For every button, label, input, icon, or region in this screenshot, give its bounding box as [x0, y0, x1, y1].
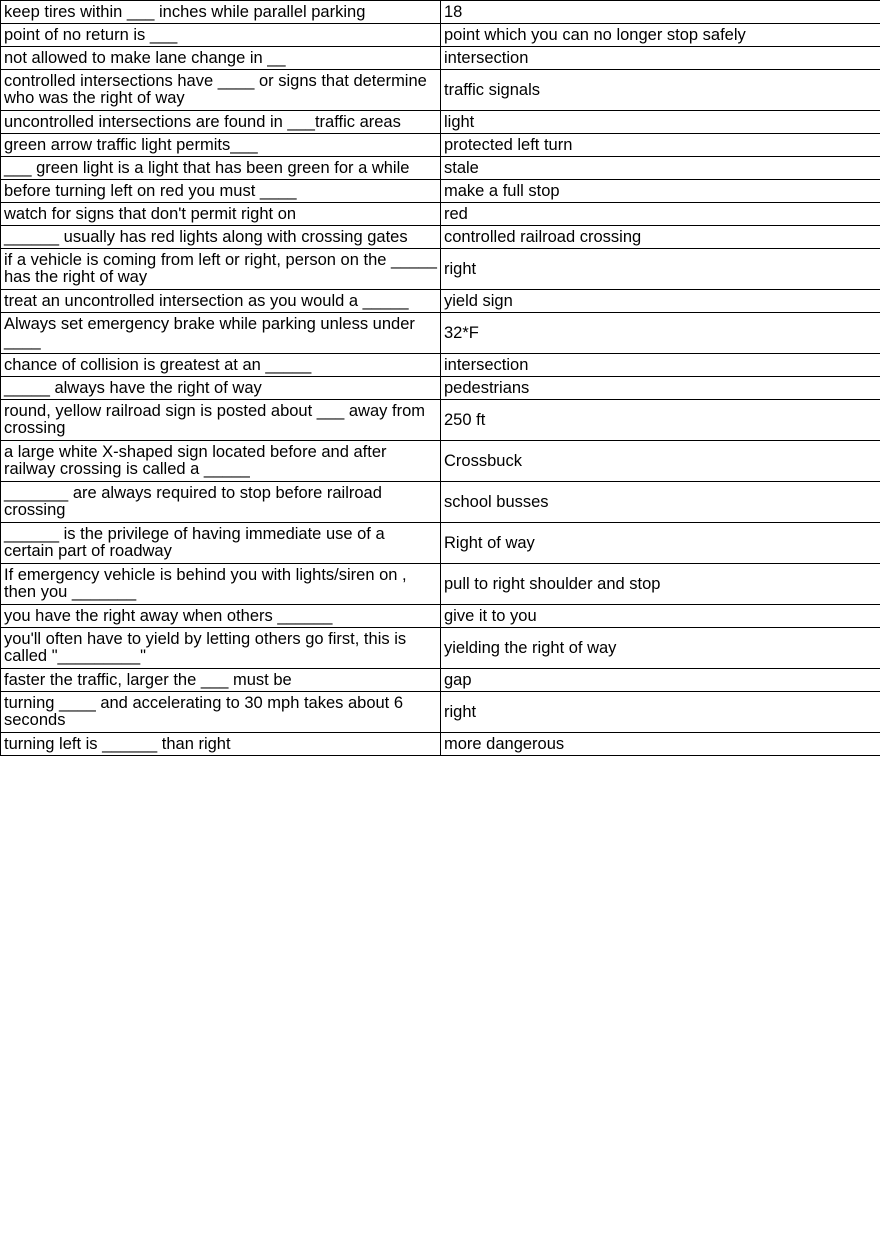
table-row [1, 1, 880, 24]
table-row [1, 290, 880, 313]
table-row [1, 180, 880, 203]
definition-cell: Right of way [441, 523, 880, 564]
table-row [1, 733, 880, 756]
term-cell: keep tires within ___ inches while parallel parking [1, 1, 441, 24]
table-row [1, 628, 880, 669]
term-cell: not allowed to make lane change in __ [1, 47, 441, 70]
definition-cell: 18 [441, 1, 880, 24]
table-row [1, 441, 880, 482]
definition-cell: red [441, 203, 880, 226]
definition-cell: stale [441, 157, 880, 180]
term-cell: green arrow traffic light permits___ [1, 134, 441, 157]
table-row [1, 134, 880, 157]
term-cell: you have the right away when others ______ [1, 605, 441, 628]
definition-cell: give it to you [441, 605, 880, 628]
table-row [1, 313, 880, 354]
table-row [1, 377, 880, 400]
table-row [1, 111, 880, 134]
term-cell: point of no return is ___ [1, 24, 441, 47]
term-cell: you'll often have to yield by letting others go first, this is called "_________" [1, 628, 441, 669]
table-row [1, 354, 880, 377]
table-row [1, 47, 880, 70]
definition-cell: right [441, 692, 880, 733]
term-cell: before turning left on red you must ____ [1, 180, 441, 203]
definition-cell: Crossbuck [441, 441, 880, 482]
term-cell: if a vehicle is coming from left or right, person on the _____ has the right of way [1, 249, 441, 290]
definition-cell: intersection [441, 354, 880, 377]
definition-cell: point which you can no longer stop safely [441, 24, 880, 47]
definition-cell: pedestrians [441, 377, 880, 400]
term-cell: Always set emergency brake while parking unless under ____ [1, 313, 441, 354]
term-cell: round, yellow railroad sign is posted about ___ away from crossing [1, 400, 441, 441]
definition-cell: make a full stop [441, 180, 880, 203]
term-cell: uncontrolled intersections are found in ___traffic areas [1, 111, 441, 134]
definition-cell: right [441, 249, 880, 290]
term-cell: ______ is the privilege of having immediate use of a certain part of roadway [1, 523, 441, 564]
definition-cell: controlled railroad crossing [441, 226, 880, 249]
term-cell: _______ are always required to stop before railroad crossing [1, 482, 441, 523]
term-cell: faster the traffic, larger the ___ must be [1, 669, 441, 692]
term-cell: turning ____ and accelerating to 30 mph takes about 6 seconds [1, 692, 441, 733]
definition-cell: yield sign [441, 290, 880, 313]
table-row [1, 249, 880, 290]
definition-cell: 32*F [441, 313, 880, 354]
table-row [1, 24, 880, 47]
definition-cell: protected left turn [441, 134, 880, 157]
definition-cell: traffic signals [441, 70, 880, 111]
term-cell: treat an uncontrolled intersection as you would a _____ [1, 290, 441, 313]
table-row [1, 605, 880, 628]
definition-cell: more dangerous [441, 733, 880, 756]
definition-cell: school busses [441, 482, 880, 523]
flashcard-table-body [1, 1, 880, 756]
table-row [1, 226, 880, 249]
term-cell: ______ usually has red lights along with crossing gates [1, 226, 441, 249]
definition-cell: 250 ft [441, 400, 880, 441]
term-cell: controlled intersections have ____ or signs that determine who was the right of way [1, 70, 441, 111]
term-cell: a large white X-shaped sign located before and after railway crossing is called a _____ [1, 441, 441, 482]
definition-cell: gap [441, 669, 880, 692]
table-row [1, 669, 880, 692]
definition-cell: light [441, 111, 880, 134]
table-row [1, 692, 880, 733]
table-row [1, 523, 880, 564]
table-row [1, 203, 880, 226]
term-cell: watch for signs that don't permit right on [1, 203, 441, 226]
definition-cell: intersection [441, 47, 880, 70]
term-cell: ___ green light is a light that has been green for a while [1, 157, 441, 180]
definition-cell: yielding the right of way [441, 628, 880, 669]
term-cell: _____ always have the right of way [1, 377, 441, 400]
term-cell: chance of collision is greatest at an _____ [1, 354, 441, 377]
table-row [1, 564, 880, 605]
table-row [1, 400, 880, 441]
table-row [1, 70, 880, 111]
table-row [1, 482, 880, 523]
table-row [1, 157, 880, 180]
term-cell: If emergency vehicle is behind you with lights/siren on , then you _______ [1, 564, 441, 605]
term-cell: turning left is ______ than right [1, 733, 441, 756]
definition-cell: pull to right shoulder and stop [441, 564, 880, 605]
